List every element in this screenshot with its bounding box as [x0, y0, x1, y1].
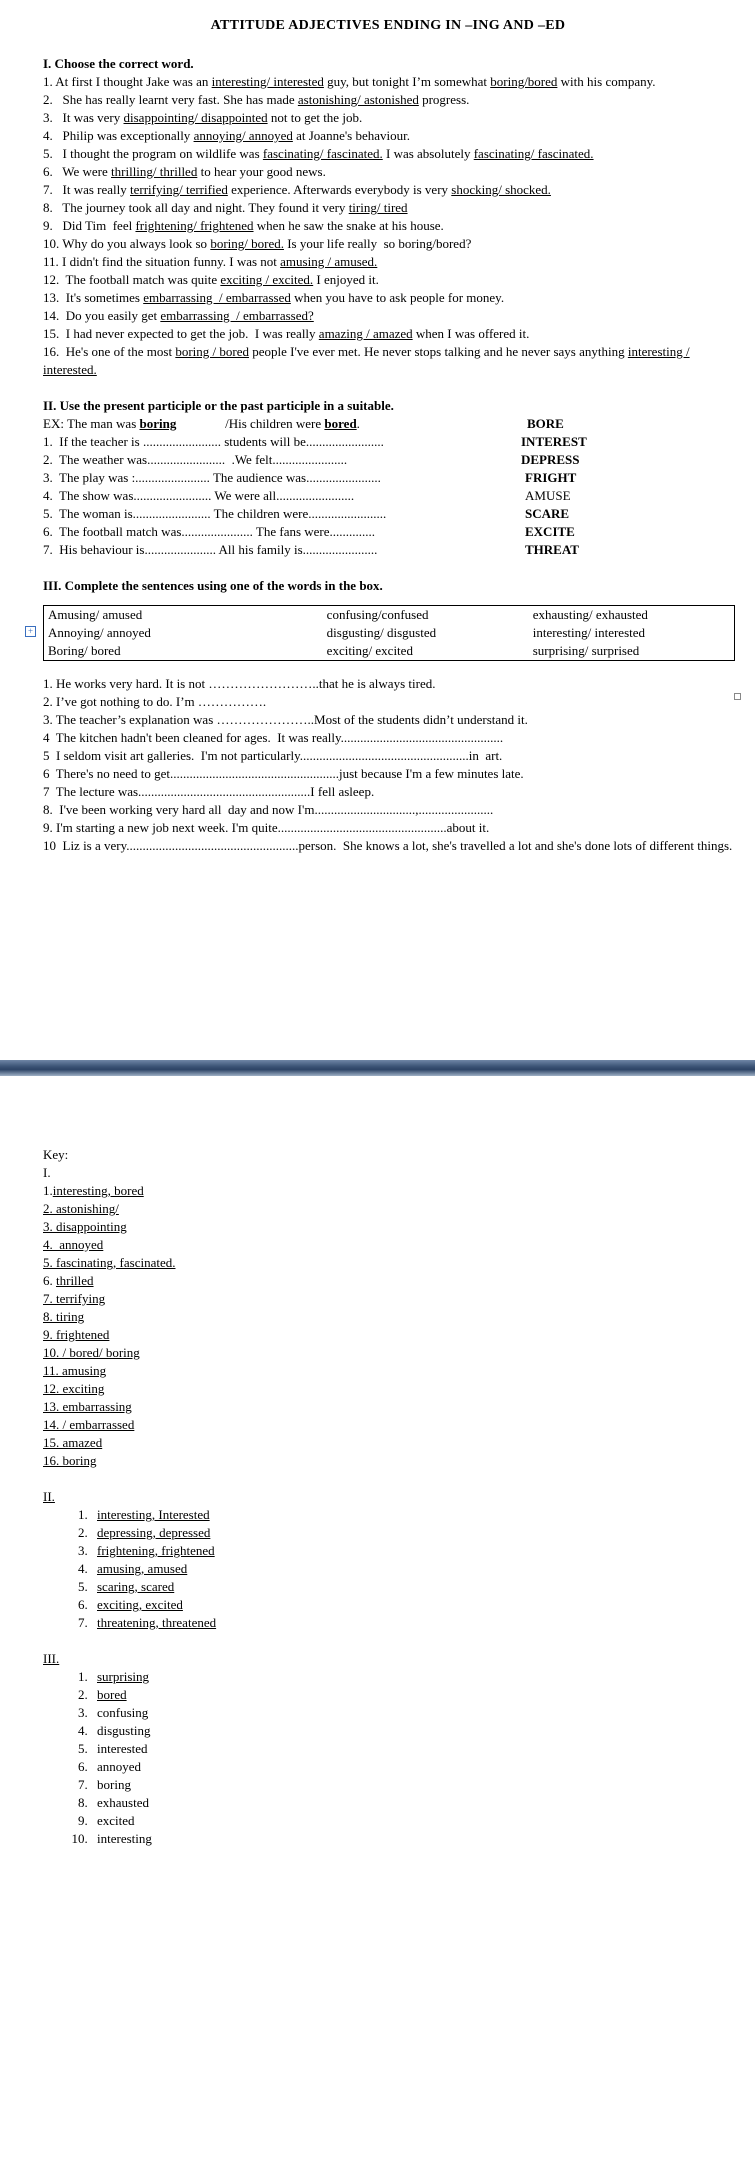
page-2 [0, 1076, 755, 2183]
key-answer: 10. interesting [91, 1830, 733, 1848]
base-verb: INTEREST [521, 434, 587, 449]
exercise-2-item: 3. The play was :....................... The audience was....................... FRIGHT [43, 470, 577, 485]
key-answer: 9. excited [91, 1812, 733, 1830]
key-answer: 3. frightening, frightened [91, 1542, 733, 1560]
key-1-answer: 14. / embarrassed [43, 1417, 135, 1432]
exercise-1-item: 1. At first I thought Jake was an interesting/ interested guy, but tonight I’m somewhat boring/bored with his company. [43, 74, 656, 89]
key-answer: 7. threatening, threatened [91, 1614, 733, 1632]
section-2-example: EX: The man was boring /His children were bored. BORE [43, 416, 564, 431]
exercise-3-sentence: 3. The teacher’s explanation was …………………..Most of the students didn’t understand it. [43, 712, 528, 727]
exercise-1-item: 15. I had never expected to get the job. I was really amazing / amazed when I was offered it. [43, 326, 530, 341]
exercise-1-item: 11. I didn't find the situation funny. I was not amusing / amused. [43, 254, 378, 269]
key-1-answer: 15. amazed [43, 1435, 103, 1450]
exercise-3-sentence: 7 The lecture was.....................................................I fell asleep. [43, 784, 375, 799]
answer-key [43, 1146, 733, 1848]
key-1-answer: 5. fascinating, fascinated. [43, 1255, 176, 1270]
key-answer: 1. interesting, Interested [91, 1506, 733, 1524]
key-answer: 6. exciting, excited [91, 1596, 733, 1614]
key-label: Key: [43, 1147, 69, 1162]
word-box-cell: Annoying/ annoyed [48, 625, 151, 640]
key-answer: 8. exhausted [91, 1794, 733, 1812]
section-2-items [43, 433, 733, 559]
word-box-cell: exhausting/ exhausted [532, 607, 648, 622]
exercise-3-sentence: 1. He works very hard. It is not ……………………..that he is always tired. [43, 676, 436, 691]
answer-choice: terrifying/ terrified [130, 182, 228, 197]
exercise-2-item: 1. If the teacher is ........................ students will be........................ INTEREST [43, 434, 587, 449]
answer-choice: interesting/ interested [211, 74, 324, 89]
table-resize-handle-icon[interactable] [734, 693, 741, 700]
exercise-2-item: 2. The weather was........................ .We felt....................... DEPRESS [43, 452, 580, 467]
key-answer: 3. confusing [91, 1704, 733, 1722]
key-1-answer: 10. / bored/ boring [43, 1345, 140, 1360]
example-verb: BORE [527, 416, 564, 431]
exercise-3-sentence: 10 Liz is a very.....................................................person. She knows a lot, she's travelled a lot and she's done lots of different things. [43, 838, 733, 853]
word-box-cell: surprising/ surprised [532, 643, 640, 658]
exercise-3-sentence: 6 There's no need to get....................................................just because I'm a few minutes late. [43, 766, 524, 781]
worksheet-title: ATTITUDE ADJECTIVES ENDING IN –ING AND –ED [210, 18, 566, 33]
key-part-2-list [43, 1506, 733, 1632]
key-1-answer: 2. astonishing/ [43, 1201, 119, 1216]
answer-choice: tiring/ tired [348, 200, 408, 215]
base-verb: DEPRESS [521, 452, 580, 467]
answer-choice: boring/bored [490, 74, 558, 89]
key-1-answer: 8. tiring [43, 1309, 85, 1324]
exercise-1-item: 3. It was very disappointing/ disappointed not to get the job. [43, 110, 363, 125]
base-verb: THREAT [525, 542, 579, 557]
key-part-1-label: I. [43, 1165, 51, 1180]
example-word-2: bored [324, 416, 357, 431]
exercise-2-item: 7. His behaviour is...................... All his family is....................... THREAT [43, 542, 579, 557]
answer-choice: fascinating/ fascinated. [473, 146, 594, 161]
exercise-1-item: 7. It was really terrifying/ terrified experience. Afterwards everybody is very shocking/ shocked. [43, 182, 551, 197]
section-3-sentences [43, 675, 733, 855]
exercise-1-item: 8. The journey took all day and night. They found it very tiring/ tired [43, 200, 408, 215]
key-1-answer: 16. boring [43, 1453, 97, 1468]
exercise-2-item: 6. The football match was...................... The fans were.............. EXCITE [43, 524, 575, 539]
exercise-1-item: 2. She has really learnt very fast. She has made astonishing/ astonished progress. [43, 92, 470, 107]
answer-choice: embarrassing / embarrassed? [160, 308, 314, 323]
word-box-cell: Boring/ bored [48, 643, 121, 658]
key-part-3-list [43, 1668, 733, 1848]
table-move-handle-icon[interactable]: + [25, 626, 36, 637]
answer-choice: amusing / amused. [280, 254, 378, 269]
base-verb: EXCITE [525, 524, 575, 539]
key-answer: 7. boring [91, 1776, 733, 1794]
key-answer: 1. surprising [91, 1668, 733, 1686]
exercise-2-item: 5. The woman is........................ The children were........................ SCARE [43, 506, 570, 521]
answer-choice: frightening/ frightened [135, 218, 254, 233]
answer-choice: annoying/ annoyed [193, 128, 293, 143]
exercise-1-item: 13. It's sometimes embarrassing / embarrassed when you have to ask people for money. [43, 290, 505, 305]
word-box-row [44, 606, 735, 625]
key-1-answer: 13. embarrassing [43, 1399, 132, 1414]
answer-choice: shocking/ shocked. [451, 182, 551, 197]
word-box-cell: Amusing/ amused [48, 607, 143, 622]
key-1-answer: 9. frightened [43, 1327, 110, 1342]
exercise-1-item: 9. Did Tim feel frightening/ frightened when he saw the snake at his house. [43, 218, 444, 233]
answer-choice: fascinating/ fascinated. [262, 146, 383, 161]
section-2-heading: II. Use the present participle or the past participle in a suitable. [43, 398, 394, 413]
key-part-2-label: II. [43, 1489, 55, 1504]
exercise-2-item: 4. The show was........................ We were all........................ AMUSE [43, 488, 571, 503]
key-1-answer: 11. amusing [43, 1363, 107, 1378]
answer-choice: boring / bored [175, 344, 249, 359]
answer-choice: disappointing/ disappointed [123, 110, 268, 125]
exercise-3-sentence: 5 I seldom visit art galleries. I'm not particularly....................................................in art. [43, 748, 503, 763]
key-answer: 2. bored [91, 1686, 733, 1704]
word-box-cell: disgusting/ disgusted [326, 625, 437, 640]
base-verb: FRIGHT [525, 470, 577, 485]
word-box-row [44, 642, 735, 661]
key-part-1-list [43, 1182, 733, 1470]
exercise-3-sentence: 8. I've been working very hard all day and now I'm...............................,....................... [43, 802, 494, 817]
answer-choice: interesting / interested. [43, 344, 690, 377]
exercise-3-sentence: 4 The kitchen hadn't been cleaned for ages. It was really.................................................. [43, 730, 504, 745]
section-1-items [43, 73, 733, 379]
key-answer: 5. interested [91, 1740, 733, 1758]
answer-choice: astonishing/ astonished [297, 92, 419, 107]
section-1-heading: I. Choose the correct word. [43, 56, 194, 71]
key-1-answer: 12. exciting [43, 1381, 105, 1396]
exercise-1-item: 6. We were thrilling/ thrilled to hear your good news. [43, 164, 326, 179]
answer-choice: amazing / amazed [318, 326, 413, 341]
exercise-1-item: 16. He's one of the most boring / bored people I've ever met. He never stops talking and he never says anything interesting / interested. [43, 344, 690, 377]
key-answer: 4. amusing, amused [91, 1560, 733, 1578]
key-1-answer: 7. terrifying [43, 1291, 106, 1306]
word-box-cell: confusing/confused [326, 607, 429, 622]
word-box [43, 605, 735, 661]
exercise-3-sentence: 2. I’ve got nothing to do. I’m ……………. [43, 694, 267, 709]
answer-choice: boring/ bored. [210, 236, 284, 251]
key-1-answer: 6. thrilled [43, 1273, 94, 1288]
key-answer: 4. disgusting [91, 1722, 733, 1740]
key-answer: 5. scaring, scared [91, 1578, 733, 1596]
key-answer: 6. annoyed [91, 1758, 733, 1776]
exercise-1-item: 14. Do you easily get embarrassing / embarrassed? [43, 308, 314, 323]
base-verb: SCARE [525, 506, 570, 521]
word-box-cell: exciting/ excited [326, 643, 413, 658]
key-part-3-label: III. [43, 1651, 60, 1666]
page-1 [0, 0, 755, 1060]
section-3-heading: III. Complete the sentences using one of the words in the box. [43, 578, 383, 593]
exercise-1-item: 5. I thought the program on wildlife was fascinating/ fascinated. I was absolutely fascinating/ fascinated. [43, 146, 594, 161]
example-word-1: boring [139, 416, 177, 431]
word-box-cell: interesting/ interested [532, 625, 646, 640]
answer-choice: exciting / excited. [220, 272, 314, 287]
worksheet [43, 17, 733, 855]
base-verb: AMUSE [525, 488, 571, 503]
exercise-3-sentence: 9. I'm starting a new job next week. I'm quite....................................................about it. [43, 820, 490, 835]
key-answer: 2. depressing, depressed [91, 1524, 733, 1542]
key-1-answer: 4. annoyed [43, 1237, 104, 1252]
key-1-answer: 1.interesting, bored [43, 1183, 144, 1198]
key-1-answer: 3. disappointing [43, 1219, 127, 1234]
word-box-row [44, 624, 735, 642]
exercise-1-item: 4. Philip was exceptionally annoying/ annoyed at Joanne's behaviour. [43, 128, 411, 143]
exercise-1-item: 12. The football match was quite exciting / excited. I enjoyed it. [43, 272, 379, 287]
exercise-1-item: 10. Why do you always look so boring/ bored. Is your life really so boring/bored? [43, 236, 472, 251]
page-separator [0, 1060, 755, 1076]
answer-choice: thrilling/ thrilled [111, 164, 198, 179]
answer-choice: embarrassing / embarrassed [143, 290, 291, 305]
